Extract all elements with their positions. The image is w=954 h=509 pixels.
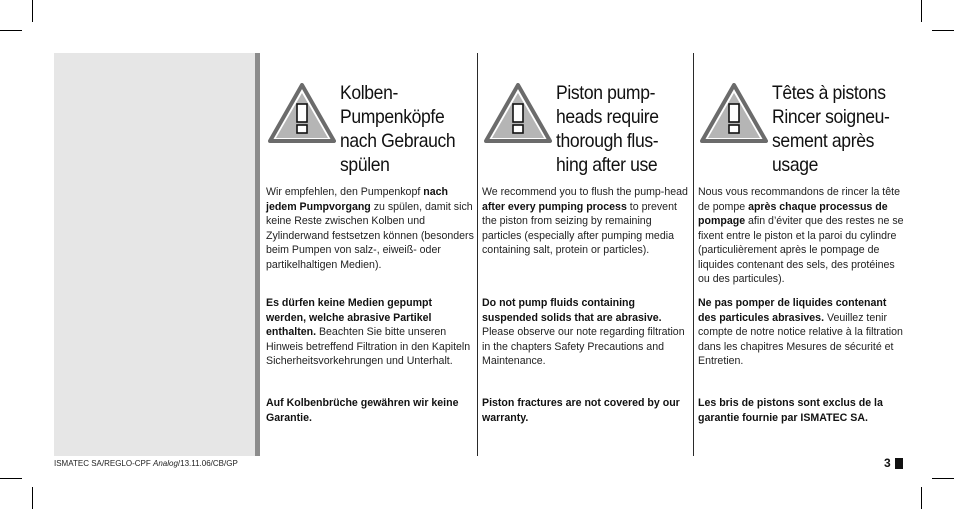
gray-side-panel	[54, 53, 255, 456]
warning-triangle-icon	[268, 83, 336, 143]
crop-mark	[0, 30, 22, 31]
paragraph-3	[482, 396, 690, 425]
paragraph-1	[698, 185, 906, 287]
emphasis-text: nach jedem Pumpvorgang	[266, 186, 448, 213]
warning-triangle-icon	[700, 83, 768, 143]
section-title: Kolben- Pumpenköpfe nach Gebrauch spülen	[340, 82, 456, 176]
warning-triangle-icon	[484, 83, 552, 143]
crop-mark	[932, 478, 954, 479]
footer-italic: Analog	[152, 459, 178, 468]
footer-suffix: /13.11.06/CB/GP	[177, 459, 238, 468]
paragraph-3	[266, 396, 474, 425]
emphasis-text: Les bris de pistons sont exclus de la garantie fournie par ISMATEC SA.	[698, 397, 883, 424]
footer-prefix: ISMATEC SA/REGLO-CPF	[54, 459, 153, 468]
emphasis-text: Piston fractures are not covered by our warranty.	[482, 397, 680, 424]
paragraph-2	[266, 296, 474, 369]
page-marker	[895, 458, 903, 469]
section-title: Têtes à pistons Rincer soigneu- sement après usage	[772, 82, 890, 176]
body-text: Nous vous recommandons de rincer la tête de pompe	[698, 186, 900, 213]
body-text: zu spülen, damit sich keine Reste zwischen Kolben und Zylinderwand festsetzen können (besonders beim Pumpen von salz-, eiweiß- oder partikelhaltigen Medien).	[266, 200, 474, 271]
emphasis-text: Auf Kolbenbrüche gewähren wir keine Garantie.	[266, 397, 459, 424]
emphasis-text: Es dürfen keine Medien gepumpt werden, welche abrasive Partikel enthalten.	[266, 297, 432, 338]
column-divider	[693, 53, 694, 456]
emphasis-text: after every pumping process	[482, 200, 627, 213]
crop-mark	[32, 487, 33, 509]
paragraph-1	[266, 185, 474, 272]
paragraph-1	[482, 185, 690, 258]
body-text: Please observe our note regarding filtration in the chapters Safety Precautions and Maintenance.	[482, 326, 685, 367]
section-title: Piston pump- heads require thorough flus- hing after use	[556, 82, 659, 176]
crop-mark	[921, 0, 922, 22]
body-text: Veuillez tenir compte de notre notice relative à la filtration dans les chapitres Mesures de sécurité et Entretien.	[698, 311, 903, 367]
column-english	[482, 53, 688, 456]
crop-mark	[921, 487, 922, 509]
body-text: Beachten Sie bitte unseren Hinweis betreffend Filtration in den Kapiteln Sicherheitsvorkehrungen und Unterhalt.	[266, 326, 471, 367]
paragraph-3	[698, 396, 906, 425]
emphasis-text: Do not pump fluids containing suspended solids that are abrasive.	[482, 297, 662, 324]
crop-mark	[932, 30, 954, 31]
body-text: Wir empfehlen, den Pumpenkopf	[266, 186, 424, 198]
emphasis-text: après chaque processus de pompage	[698, 200, 888, 227]
body-text: to prevent the piston from seizing by remaining particles (especially after pumping media containing salt, protein or particles).	[482, 200, 677, 256]
column-french	[698, 53, 904, 456]
side-panel-edge	[255, 53, 260, 456]
page-number: 3	[884, 456, 891, 470]
body-text: afin d’éviter que des restes ne se fixent entre le piston et la paroi du cylindre (particulièrement après le pompage de liquides contenant des sels, des protéines ou des particules).	[698, 215, 904, 285]
body-text: We recommend you to flush the pump-head	[482, 186, 688, 198]
footer-document-id	[54, 459, 238, 468]
crop-mark	[0, 478, 22, 479]
column-german	[266, 53, 472, 456]
emphasis-text: Ne pas pomper de liquides contenant des particules abrasives.	[698, 297, 887, 324]
paragraph-2	[698, 296, 906, 369]
crop-mark	[32, 0, 33, 22]
column-divider	[477, 53, 478, 456]
paragraph-2	[482, 296, 690, 369]
